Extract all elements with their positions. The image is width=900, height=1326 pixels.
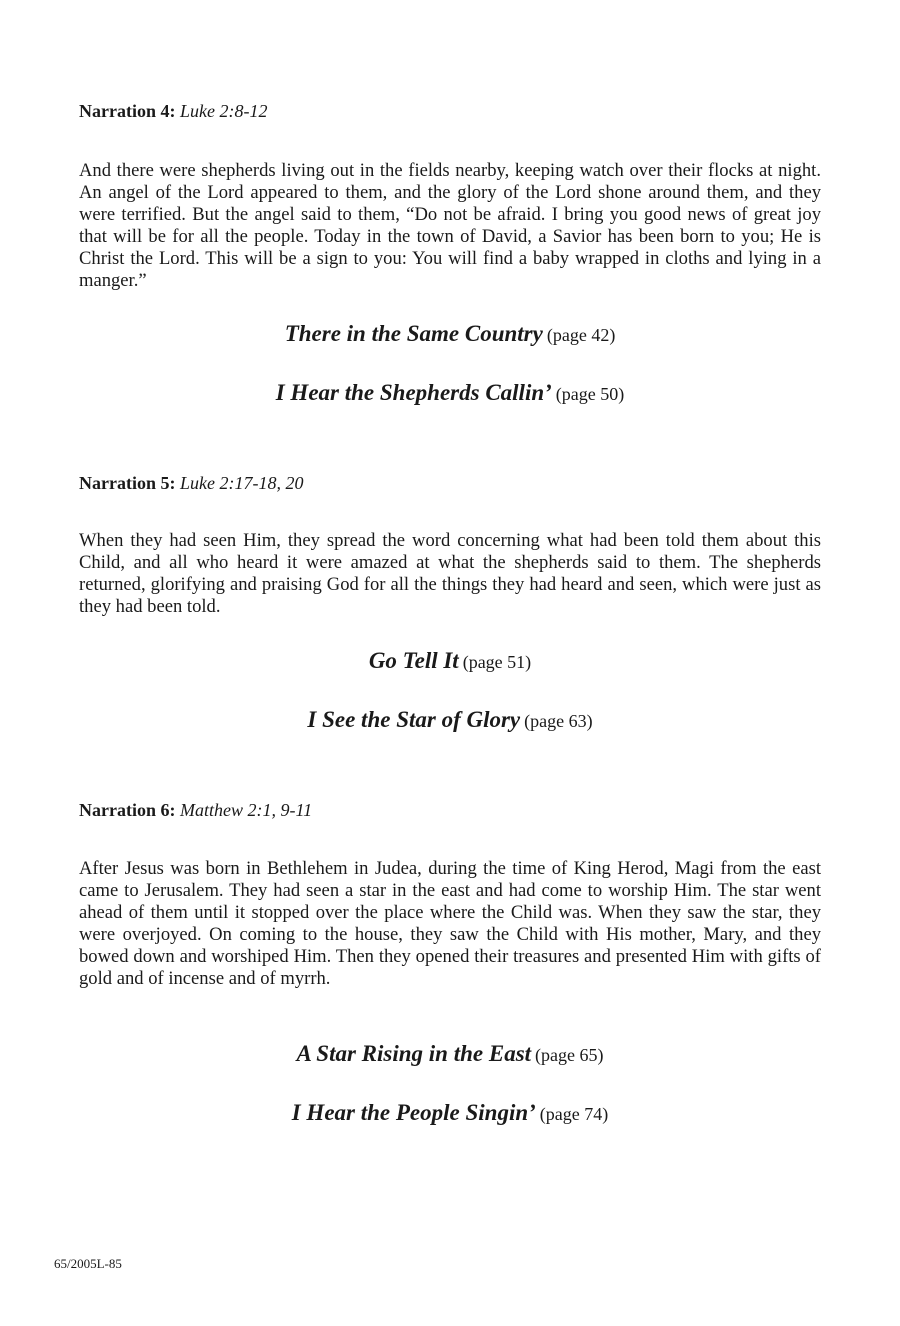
song-title: I Hear the People Singin’ xyxy=(291,1100,536,1125)
song-title: There in the Same Country xyxy=(284,321,543,346)
song-title: Go Tell It xyxy=(368,648,459,673)
song-title: I Hear the Shepherds Callin’ xyxy=(275,380,552,405)
scripture-reference: Luke 2:8-12 xyxy=(179,101,268,121)
song-entry xyxy=(0,648,900,674)
scripture-passage: And there were shepherds living out in the fields nearby, keeping watch over their flocks at night. An angel of the Lord appeared to them, and the glory of the Lord shone around them, and they were terrified. But the angel said to them, “Do not be afraid. I bring you good news of great joy that will be for all the people. Today in the town of David, a Savior has been born to you; He is Christ the Lord. This will be a sign to you: You will find a baby wrapped in cloths and lying in a manger.” xyxy=(79,160,821,291)
narration-label: Narration 4: xyxy=(79,101,176,121)
song-page-reference: (page 42) xyxy=(546,325,616,345)
song-entry xyxy=(0,707,900,733)
song-page-reference: (page 51) xyxy=(462,652,532,672)
song-title: A Star Rising in the East xyxy=(296,1041,532,1066)
song-page-reference: (page 74) xyxy=(539,1104,609,1124)
song-page-reference: (page 63) xyxy=(524,711,593,731)
song-entry xyxy=(0,321,900,347)
song-entry xyxy=(0,1041,900,1067)
song-page-reference: (page 65) xyxy=(535,1045,604,1065)
scripture-passage: When they had seen Him, they spread the word concerning what had been told them about this Child, and all who heard it were amazed at what the shepherds said to them. The shepherds returned, glorifying and praising God for all the things they had heard and seen, which were just as they had been told. xyxy=(79,530,821,617)
scripture-reference: Matthew 2:1, 9-11 xyxy=(179,800,313,820)
narration-label: Narration 5: xyxy=(79,473,176,493)
song-entry xyxy=(0,380,900,406)
scripture-reference: Luke 2:17-18, 20 xyxy=(179,473,304,493)
narration-heading xyxy=(79,472,303,494)
narration-heading xyxy=(79,100,267,122)
scripture-passage: After Jesus was born in Bethlehem in Judea, during the time of King Herod, Magi from the east came to Jerusalem. They had seen a star in the east and had come to worship Him. The star went ahead of them until it stopped over the place where the Child was. When they saw the star, they were overjoyed. On coming to the house, they saw the Child with His mother, Mary, and they bowed down and worshiped Him. Then they opened their treasures and presented Him with gifts of gold and of incense and of myrrh. xyxy=(79,858,821,989)
song-title: I See the Star of Glory xyxy=(307,707,521,732)
song-entry xyxy=(0,1100,900,1126)
narration-label: Narration 6: xyxy=(79,800,176,820)
song-page-reference: (page 50) xyxy=(555,384,625,404)
narration-heading xyxy=(79,799,312,821)
publication-code: 65/2005L-85 xyxy=(54,1256,122,1271)
